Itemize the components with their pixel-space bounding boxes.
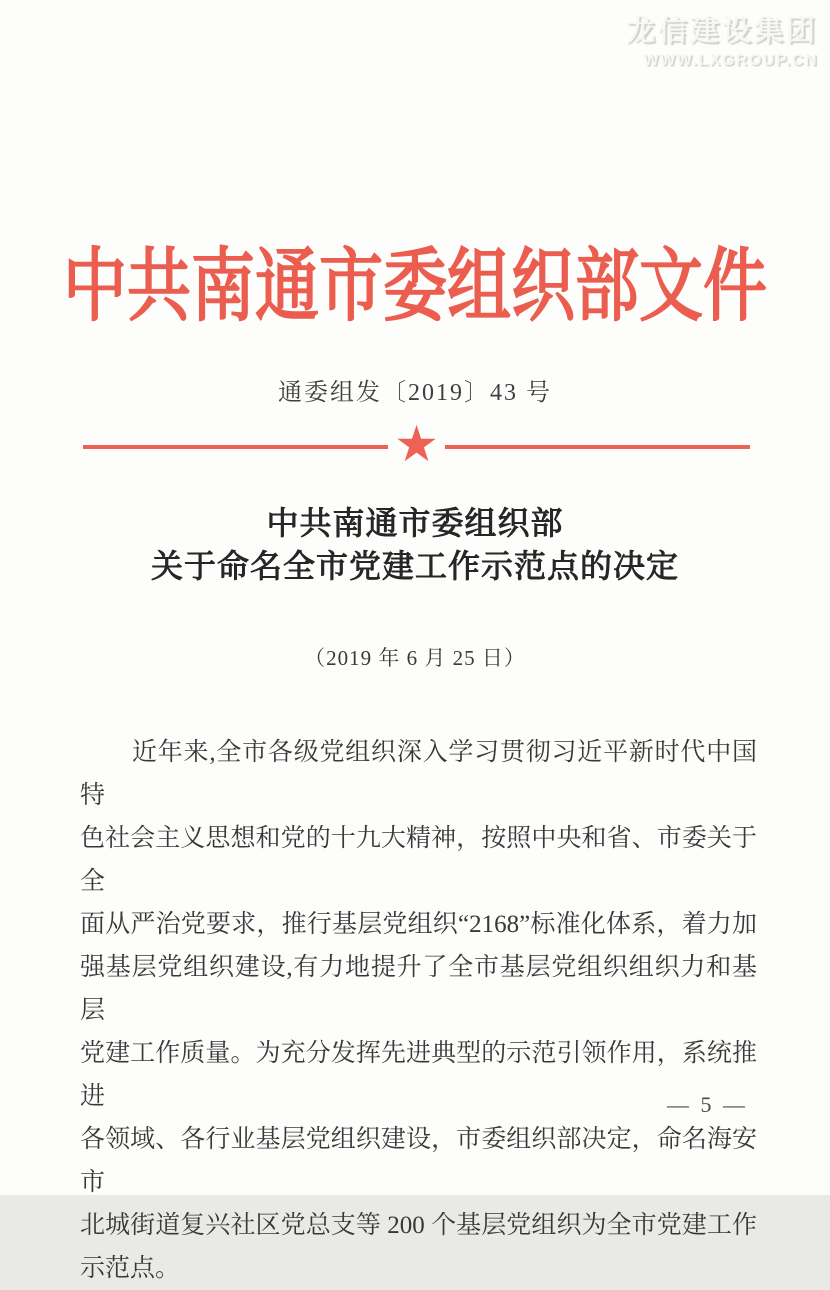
separator-rule-right [445, 445, 750, 449]
body-line: 各领域、各行业基层党组织建设，市委组织部决定，命名海安市 [80, 1126, 757, 1196]
document-number: 通委组发〔2019〕43 号 [278, 380, 552, 406]
page-number: — 5 — [667, 1092, 748, 1117]
star-icon: ★ [394, 416, 439, 472]
document-title [0, 502, 830, 588]
document-masthead: 中共南通市委组织部文件 [63, 242, 767, 331]
body-line: 示范点。 [80, 1255, 181, 1282]
body-line: 党建工作质量。为充分发挥先进典型的示范引领作用，系统推进 [80, 1040, 757, 1110]
body-line: 北城街道复兴社区党总支等 200 个基层党组织为全市党建工作 [80, 1212, 757, 1239]
title-line-2: 关于命名全市党建工作示范点的决定 [150, 548, 679, 584]
body-paragraph [80, 731, 757, 1290]
body-line: 强基层党组织建设,有力地提升了全市基层党组织组织力和基层 [80, 954, 757, 1024]
watermark [626, 8, 818, 70]
body-line: 色社会主义思想和党的十九大精神，按照中央和省、市委关于全 [80, 825, 757, 895]
star-separator [83, 416, 750, 472]
watermark-website-text: WWW.LXGROUP.CN [643, 52, 818, 69]
title-line-1: 中共南通市委组织部 [266, 505, 564, 541]
document-date: （2019 年 6 月 25 日） [304, 646, 526, 670]
separator-rule-left [83, 445, 388, 449]
watermark-company-text: 龙信建设集团 [625, 15, 818, 47]
body-line: 近年来,全市各级党组织深入学习贯彻习近平新时代中国特 [80, 739, 757, 809]
body-line: 面从严治党要求，推行基层党组织“2168”标准化体系，着力加 [80, 911, 757, 938]
